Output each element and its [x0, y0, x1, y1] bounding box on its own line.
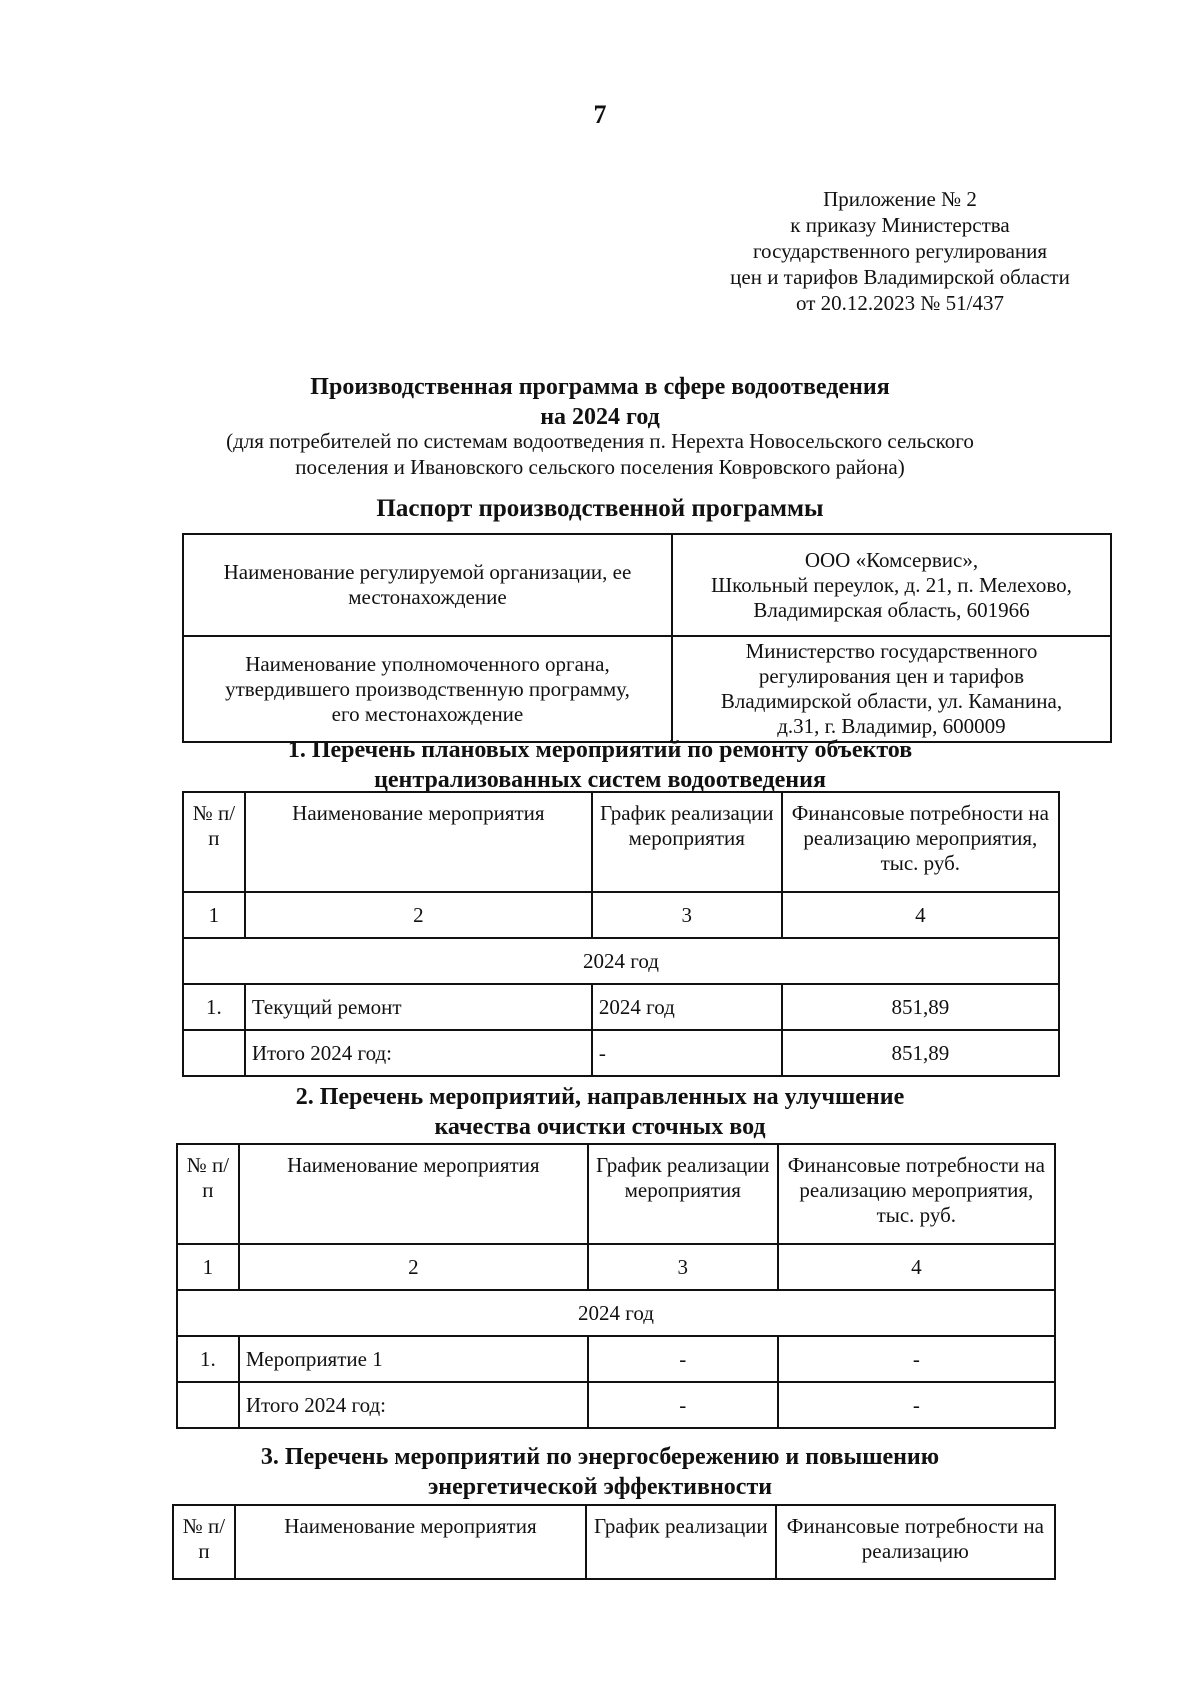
cell-line: его местонахождение	[331, 701, 524, 726]
total-label: Итого 2024 год:	[239, 1382, 588, 1428]
program-subtitle	[180, 428, 1020, 480]
col-header-finance: Финансовые потребности на реализацию мероприятия, тыс. руб.	[778, 1144, 1055, 1244]
section1-title-cont: централизованных систем водоотведения	[374, 767, 826, 793]
col-header-num: № п/п	[177, 1144, 239, 1244]
table-row	[177, 1336, 1055, 1382]
appendix-line: цен и тарифов Владимирской области	[730, 265, 1070, 289]
cell-line: утвердившего производственную программу,	[225, 676, 630, 701]
col-number: 1	[177, 1244, 239, 1290]
passport-table	[182, 533, 1112, 743]
row-num: 1.	[183, 984, 245, 1030]
total-finance: 851,89	[782, 1030, 1059, 1076]
row-finance: -	[778, 1336, 1055, 1382]
row-name: Мероприятие 1	[239, 1336, 588, 1382]
col-header-num: № п/п	[173, 1505, 235, 1579]
col-header-schedule: График реализации	[586, 1505, 776, 1579]
cell-line: местонахождение	[348, 585, 507, 609]
total-schedule: -	[588, 1382, 778, 1428]
table-header-row	[177, 1144, 1055, 1244]
passport-label	[183, 534, 672, 636]
appendix-line: Приложение № 2	[823, 187, 977, 211]
col-number: 3	[588, 1244, 778, 1290]
column-number-row	[183, 892, 1059, 938]
col-header-name: Наименование мероприятия	[235, 1505, 586, 1579]
year-cell: 2024 год	[183, 938, 1059, 984]
passport-label	[183, 636, 672, 742]
col-header-num: № п/п	[183, 792, 245, 892]
subtitle-line: поселения и Ивановского сельского поселения Ковровского района)	[295, 455, 905, 479]
col-number: 3	[592, 892, 782, 938]
row-name: Текущий ремонт	[245, 984, 592, 1030]
cell-line: ООО «Комсервис»,	[804, 547, 979, 572]
col-header-schedule: График реализации мероприятия	[592, 792, 782, 892]
cell-line: регулирования цен и тарифов	[758, 664, 1025, 688]
col-number: 4	[778, 1244, 1055, 1290]
section2-title-cont: качества очистки сточных вод	[434, 1114, 766, 1140]
passport-value	[672, 636, 1111, 742]
col-header-finance: Финансовые потребности на реализацию	[776, 1505, 1055, 1579]
program-title: Производственная программа в сфере водоотведения	[310, 374, 890, 400]
total-row	[183, 1030, 1059, 1076]
appendix-line: государственного регулирования	[752, 239, 1048, 263]
section1-title: 1. Перечень плановых мероприятий по ремонту объектов	[287, 737, 913, 763]
appendix-line: от 20.12.2023 № 51/437	[795, 291, 1005, 315]
col-header-finance: Финансовые потребности на реализацию мероприятия, тыс. руб.	[782, 792, 1059, 892]
table-header-row	[173, 1505, 1055, 1579]
section2-table	[176, 1143, 1056, 1429]
row-num: 1.	[177, 1336, 239, 1382]
total-label: Итого 2024 год:	[245, 1030, 592, 1076]
col-number: 1	[183, 892, 245, 938]
program-year: на 2024 год	[540, 404, 660, 430]
passport-value	[672, 534, 1111, 636]
row-schedule: 2024 год	[592, 984, 782, 1030]
col-header-name: Наименование мероприятия	[239, 1144, 588, 1244]
section1-table	[182, 791, 1060, 1077]
total-row	[177, 1382, 1055, 1428]
cell-line: Наименование регулируемой организации, ее	[223, 560, 632, 584]
row-num	[183, 1030, 245, 1076]
appendix-block	[680, 186, 1120, 316]
section2-title: 2. Перечень мероприятий, направленных на улучшение	[295, 1084, 905, 1110]
cell-line: Школьный переулок, д. 21, п. Мелехово,	[710, 572, 1072, 597]
section3-table	[172, 1504, 1056, 1580]
row-num	[177, 1382, 239, 1428]
table-row	[183, 636, 1111, 742]
subtitle-line: (для потребителей по системам водоотведения п. Нерехта Новосельского сельского	[226, 429, 974, 453]
col-header-name: Наименование мероприятия	[245, 792, 592, 892]
total-finance: -	[778, 1382, 1055, 1428]
cell-line: Наименование уполномоченного органа,	[245, 651, 610, 676]
section3-title-cont: энергетической эффективности	[427, 1474, 773, 1500]
year-cell: 2024 год	[177, 1290, 1055, 1336]
cell-line: д.31, г. Владимир, 600009	[777, 714, 1006, 738]
col-header-schedule: График реализации мероприятия	[588, 1144, 778, 1244]
total-schedule: -	[592, 1030, 782, 1076]
table-header-row	[183, 792, 1059, 892]
column-number-row	[177, 1244, 1055, 1290]
table-row	[183, 534, 1111, 636]
col-number: 2	[245, 892, 592, 938]
appendix-line: к приказу Министерства	[790, 213, 1010, 237]
table-row	[183, 984, 1059, 1030]
row-finance: 851,89	[782, 984, 1059, 1030]
cell-line: Владимирской области, ул. Каманина,	[720, 689, 1063, 713]
row-schedule: -	[588, 1336, 778, 1382]
year-row	[177, 1290, 1055, 1336]
cell-line: Владимирская область, 601966	[753, 597, 1030, 622]
col-number: 2	[239, 1244, 588, 1290]
passport-title: Паспорт производственной программы	[376, 495, 824, 522]
cell-line: Министерство государственного	[745, 639, 1038, 663]
page-number: 7	[593, 100, 607, 129]
year-row	[183, 938, 1059, 984]
col-number: 4	[782, 892, 1059, 938]
section3-title: 3. Перечень мероприятий по энергосбережению и повышению	[260, 1444, 940, 1470]
